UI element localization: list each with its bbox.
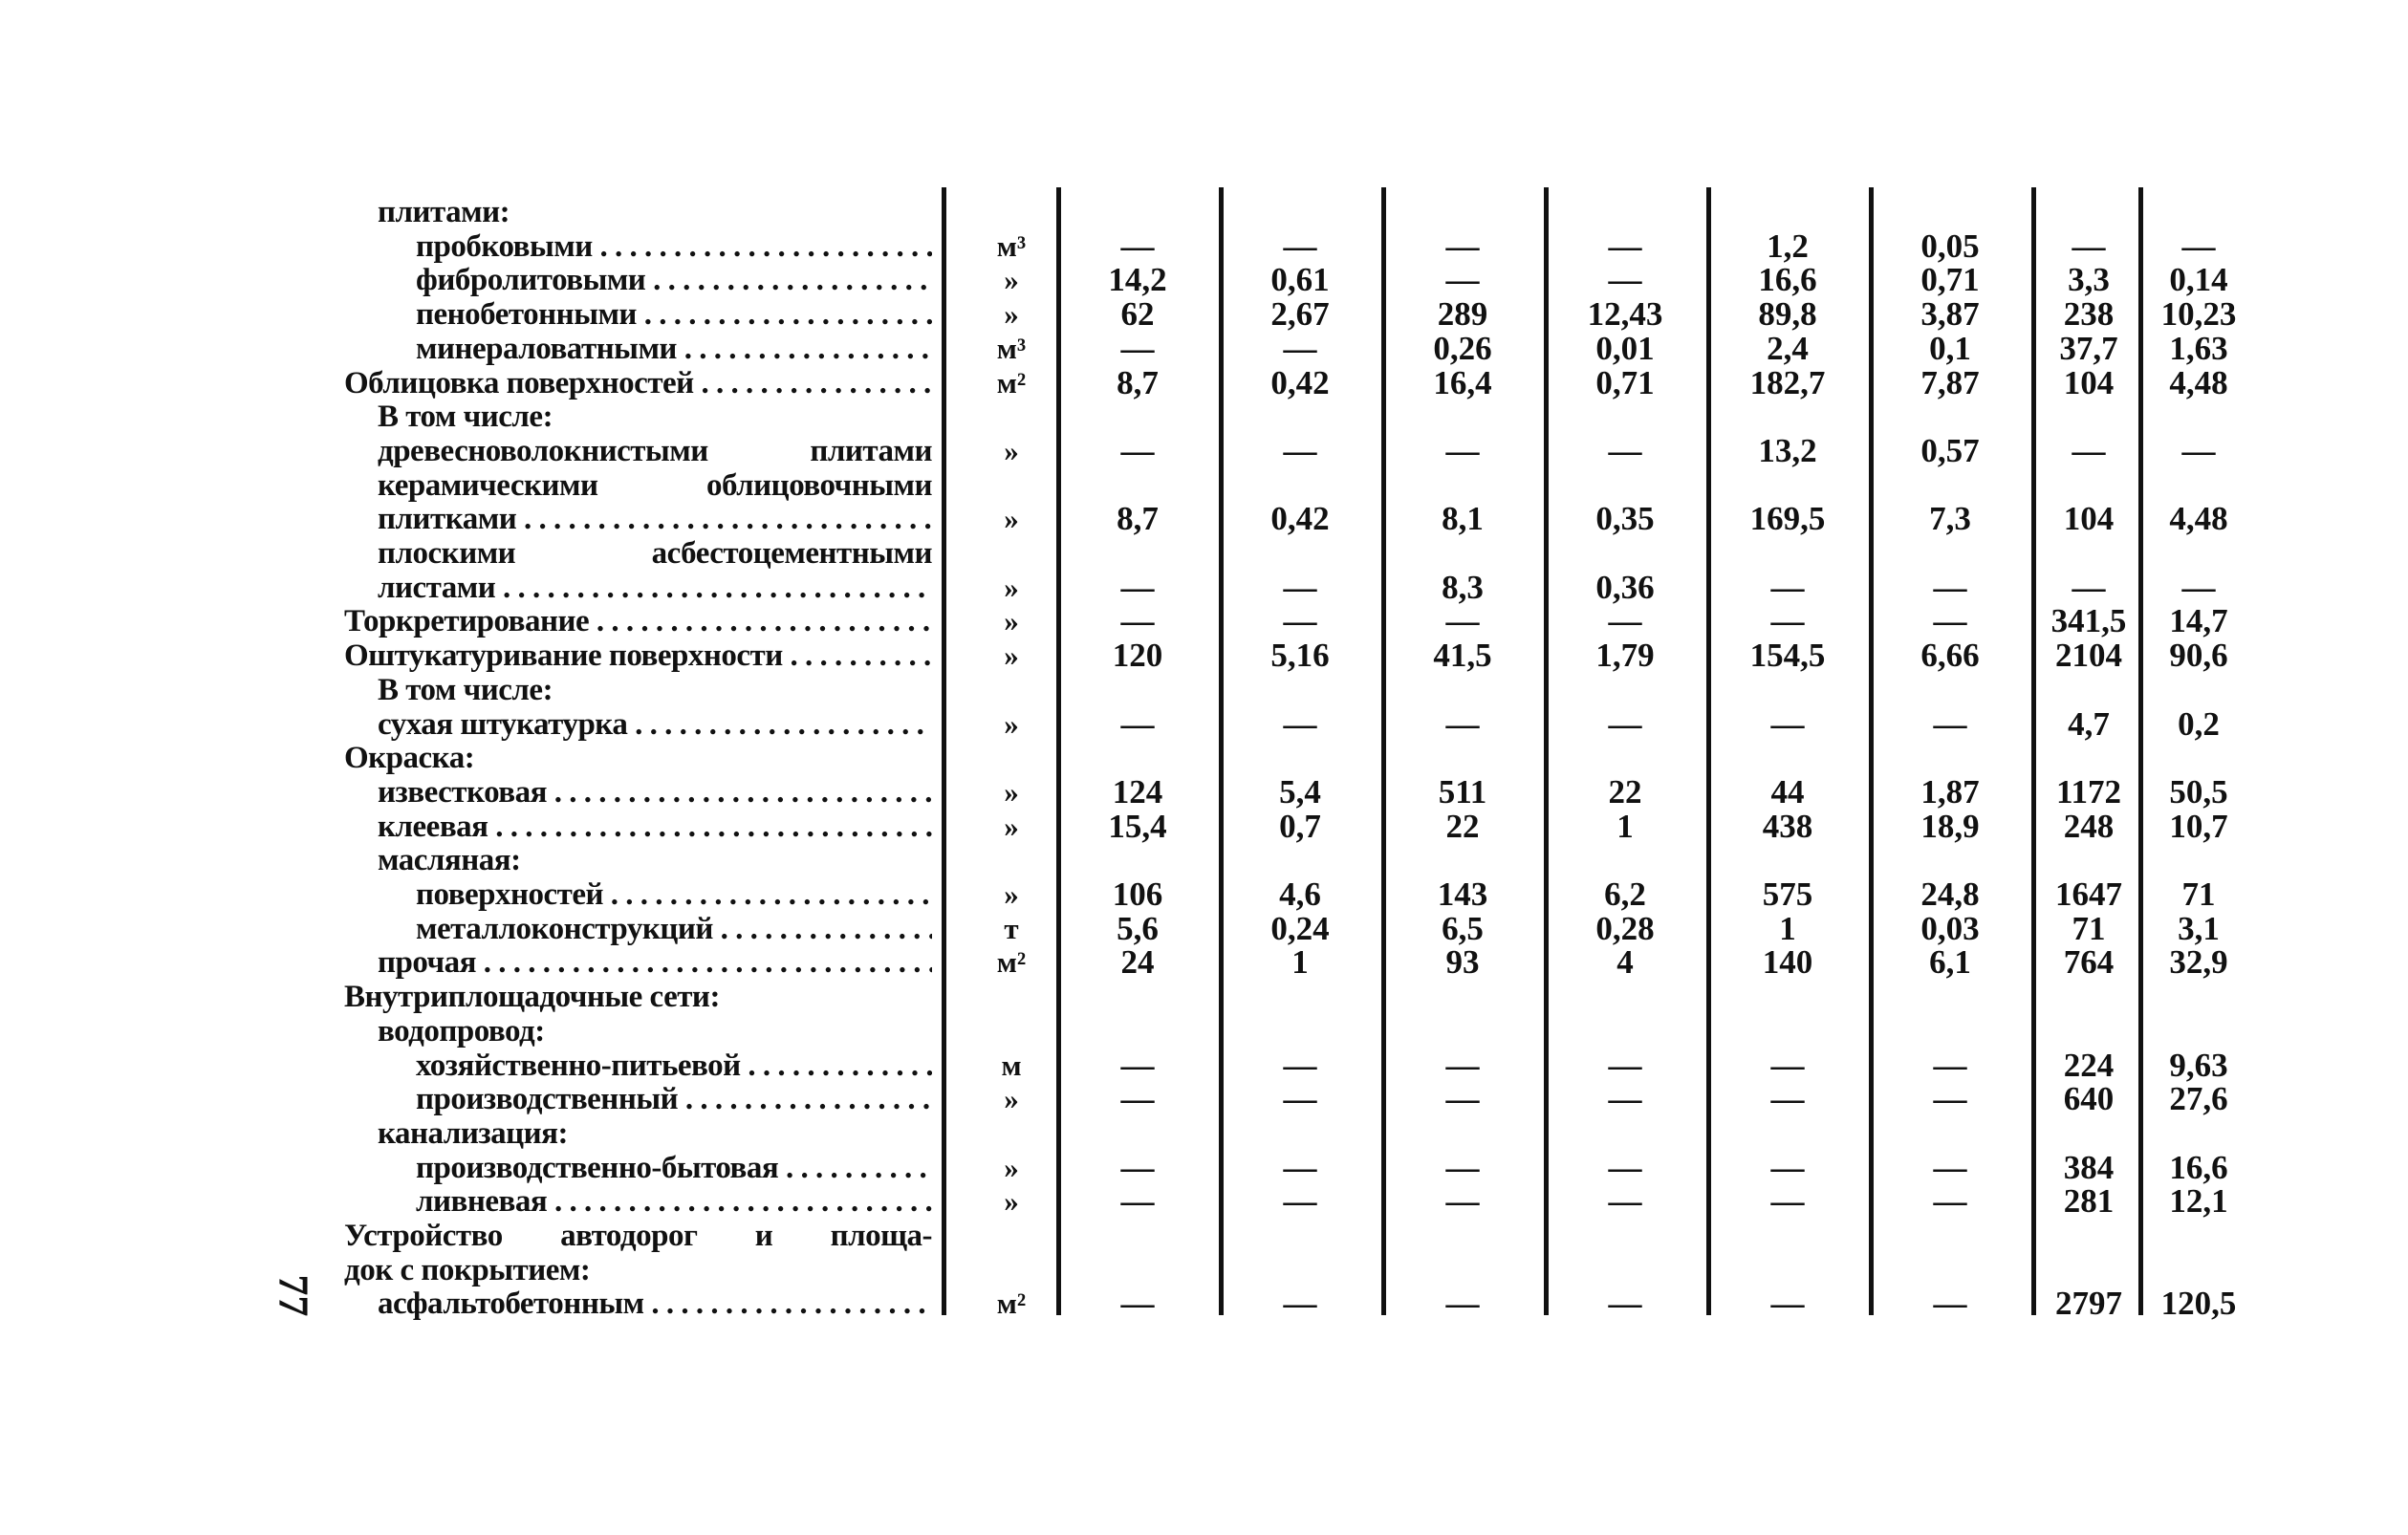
value-cell: 3,87 <box>1920 295 1980 334</box>
row-label: канализация: <box>378 1115 568 1151</box>
value-cell: — <box>1608 1182 1642 1221</box>
row-label-word: облицовочными <box>705 467 932 503</box>
row-label-word: площа- <box>830 1219 932 1253</box>
row-label-word: керамическими <box>378 467 598 503</box>
value-cell: 0,03 <box>1920 909 1980 947</box>
value-cell: 1172 <box>2055 772 2122 811</box>
row-label-word: древесноволокнистыми <box>378 433 708 468</box>
row-label: листами . . . <box>378 571 932 605</box>
value-cell: 10,23 <box>2160 295 2237 334</box>
table-row <box>344 1014 2275 1049</box>
value-cell: 5,16 <box>1270 637 1330 675</box>
value-cell: — <box>1120 568 1155 606</box>
value-cell: — <box>1933 1285 1967 1323</box>
value-cell: 3,1 <box>2178 909 2220 947</box>
table-row <box>344 807 2275 845</box>
value-cell: 106 <box>1112 876 1163 913</box>
value-cell: — <box>1608 431 1642 469</box>
value-cell: 281 <box>2063 1182 2115 1221</box>
value-cell: 16,6 <box>1758 261 1817 299</box>
table-row <box>344 536 2275 571</box>
value-cell: — <box>2181 431 2216 469</box>
unit-cell: м <box>1001 1048 1022 1082</box>
value-cell: — <box>1283 1285 1317 1323</box>
row-label: Оштукатуривание поверхности . . . <box>344 638 932 673</box>
value-cell: 224 <box>2063 1046 2115 1084</box>
value-cell: — <box>1445 704 1480 743</box>
value-cell: — <box>1770 1148 1805 1186</box>
value-cell: 8,1 <box>1442 500 1484 538</box>
value-cell: 1647 <box>2055 876 2122 913</box>
table-row <box>344 502 2275 536</box>
value-cell: — <box>1608 704 1642 743</box>
value-cell: 0,14 <box>2169 261 2228 299</box>
value-cell: 0,71 <box>1595 363 1655 401</box>
value-cell: 1 <box>1779 909 1796 947</box>
unit-cell: » <box>1004 604 1019 638</box>
table-row <box>344 1116 2275 1151</box>
row-label: Внутриплощадочные сети: <box>344 980 720 1015</box>
value-cell: — <box>2181 568 2216 606</box>
unit-cell: м³ <box>996 228 1027 263</box>
value-cell: — <box>1933 602 1967 640</box>
row-label: В том числе: <box>378 400 553 435</box>
table-row <box>344 1286 2275 1321</box>
table-row <box>344 1219 2275 1253</box>
row-label: производственно-бытовая . . . <box>416 1151 932 1185</box>
value-cell: — <box>1445 1046 1480 1084</box>
value-cell: — <box>1933 1148 1967 1186</box>
value-cell: — <box>1283 1182 1317 1221</box>
value-cell: — <box>1283 227 1317 265</box>
value-cell: — <box>1283 1080 1317 1118</box>
value-cell: — <box>1770 1182 1805 1221</box>
value-cell: — <box>1120 227 1155 265</box>
value-cell: — <box>1120 1148 1155 1186</box>
value-cell: — <box>1120 1080 1155 1118</box>
value-cell: 4,48 <box>2169 363 2228 401</box>
table-row <box>344 704 2275 743</box>
value-cell: 5,6 <box>1117 909 1159 947</box>
value-cell: — <box>1445 1285 1480 1323</box>
row-label: Торкретирование . . . <box>344 604 932 638</box>
table-row <box>344 1253 2275 1287</box>
value-cell: — <box>1933 1182 1967 1221</box>
value-cell: 143 <box>1437 876 1488 913</box>
row-label-word: плоскими <box>378 536 516 571</box>
value-cell: — <box>1770 704 1805 743</box>
value-cell: 0,24 <box>1270 909 1330 947</box>
table-row <box>344 400 2275 434</box>
value-cell: 62 <box>1120 295 1155 334</box>
value-cell: 1 <box>1291 943 1309 982</box>
value-cell: 4 <box>1616 943 1634 982</box>
value-cell: — <box>1120 431 1155 469</box>
row-label: ливневая . . . <box>416 1184 932 1219</box>
table-row <box>344 195 2275 229</box>
value-cell: 764 <box>2063 943 2115 982</box>
row-label: Облицовка поверхностей . . . <box>344 366 932 400</box>
value-cell: 182,7 <box>1749 363 1826 401</box>
value-cell: 6,66 <box>1920 637 1980 675</box>
value-cell: 16,4 <box>1433 363 1492 401</box>
value-cell: 6,1 <box>1929 943 1971 982</box>
value-cell: — <box>1120 1285 1155 1323</box>
row-label: металлоконструкций . . . <box>416 912 932 946</box>
unit-cell: » <box>1004 774 1019 809</box>
value-cell: — <box>1770 1285 1805 1323</box>
value-cell: 22 <box>1608 772 1642 811</box>
value-cell: 248 <box>2063 807 2115 845</box>
value-cell: 2,67 <box>1270 295 1330 334</box>
value-cell: 4,48 <box>2169 500 2228 538</box>
row-label: плитами: <box>378 195 510 229</box>
value-cell: 93 <box>1445 943 1480 982</box>
table-row <box>344 297 2275 332</box>
value-cell: 120 <box>1112 637 1163 675</box>
table-row <box>344 877 2275 912</box>
value-cell: — <box>1120 1046 1155 1084</box>
value-cell: — <box>1120 329 1155 367</box>
row-label: фибролитовыми . . . <box>416 263 932 297</box>
value-cell: — <box>1608 1046 1642 1084</box>
value-cell: — <box>1608 602 1642 640</box>
table-row <box>344 1148 2275 1186</box>
value-cell: 0,01 <box>1595 329 1655 367</box>
value-cell: 27,6 <box>2169 1080 2228 1118</box>
row-label: сухая штукатурка . . . <box>378 707 932 742</box>
unit-cell: » <box>1004 1184 1019 1219</box>
table-row <box>344 604 2275 638</box>
value-cell: — <box>2072 431 2106 469</box>
value-cell: 104 <box>2063 363 2115 401</box>
value-cell: — <box>1770 1080 1805 1118</box>
row-label: производственный . . . <box>416 1082 932 1116</box>
value-cell: 3,3 <box>2068 261 2110 299</box>
row-label: поверхностей . . . <box>416 877 932 912</box>
value-cell: — <box>1933 1046 1967 1084</box>
value-cell: — <box>1445 1182 1480 1221</box>
value-cell: 169,5 <box>1749 500 1826 538</box>
value-cell: 15,4 <box>1108 807 1167 845</box>
value-cell: 0,42 <box>1270 500 1330 538</box>
table-row <box>344 431 2275 469</box>
value-cell: — <box>1608 1285 1642 1323</box>
value-cell: 2,4 <box>1767 329 1809 367</box>
value-cell: 12,1 <box>2169 1182 2228 1221</box>
unit-cell: » <box>1004 638 1019 673</box>
row-label: В том числе: <box>378 672 553 707</box>
value-cell: — <box>1445 261 1480 299</box>
table-row <box>344 741 2275 775</box>
value-cell: 14,2 <box>1108 261 1167 299</box>
row-label: масляная: <box>378 843 521 878</box>
unit-cell: » <box>1004 570 1019 604</box>
value-cell: — <box>1120 1182 1155 1221</box>
row-label: плитками . . . <box>378 502 932 536</box>
unit-cell: » <box>1004 809 1019 843</box>
row-label: пробковыми . . . <box>416 229 932 264</box>
unit-cell: м² <box>996 1286 1027 1321</box>
row-label: водопровод: <box>378 1013 545 1049</box>
unit-cell: » <box>1004 263 1019 297</box>
value-cell: — <box>1283 1046 1317 1084</box>
unit-cell: » <box>1004 877 1019 911</box>
value-cell: — <box>1445 1148 1480 1186</box>
value-cell: 12,43 <box>1587 295 1663 334</box>
row-label <box>378 434 932 468</box>
table-row <box>344 772 2275 811</box>
value-cell: — <box>1770 602 1805 640</box>
value-cell: 2797 <box>2055 1285 2122 1323</box>
value-cell: 71 <box>2181 876 2216 913</box>
value-cell: 10,7 <box>2169 807 2228 845</box>
value-cell: 384 <box>2063 1148 2115 1186</box>
value-cell: 37,7 <box>2059 329 2118 367</box>
unit-cell: » <box>1004 297 1019 332</box>
value-cell: 640 <box>2063 1080 2115 1118</box>
row-label-word: плитами <box>810 433 932 468</box>
value-cell: 14,7 <box>2169 602 2228 640</box>
value-cell: — <box>1445 227 1480 265</box>
value-cell: 7,87 <box>1920 363 1980 401</box>
value-cell: — <box>2072 568 2106 606</box>
table-row <box>344 1082 2275 1116</box>
table-row <box>344 945 2275 980</box>
value-cell: — <box>1770 568 1805 606</box>
value-cell: — <box>1283 329 1317 367</box>
table-row <box>344 329 2275 367</box>
value-cell: — <box>2072 227 2106 265</box>
table-row <box>344 673 2275 707</box>
row-label: Окраска: <box>344 741 475 776</box>
value-cell: 90,6 <box>2169 637 2228 675</box>
row-label: док с покрытием: <box>344 1252 591 1287</box>
table-row <box>344 909 2275 947</box>
row-label <box>378 468 932 503</box>
value-cell: 104 <box>2063 500 2115 538</box>
value-cell: 24 <box>1120 943 1155 982</box>
value-cell: 0,61 <box>1270 261 1330 299</box>
value-cell: 9,63 <box>2169 1046 2228 1084</box>
value-cell: 0,57 <box>1920 431 1980 469</box>
value-cell: 4,6 <box>1279 876 1321 913</box>
row-label: известковая . . . <box>378 775 932 810</box>
value-cell: — <box>1283 602 1317 640</box>
value-cell: — <box>1120 602 1155 640</box>
value-cell: 120,5 <box>2160 1285 2237 1323</box>
value-cell: — <box>1608 227 1642 265</box>
value-cell: — <box>1445 602 1480 640</box>
table-row <box>344 980 2275 1014</box>
row-label: минераловатными . . . <box>416 332 932 366</box>
table-row <box>344 263 2275 297</box>
value-cell: — <box>1770 1046 1805 1084</box>
page-number: 77 <box>270 1274 317 1317</box>
value-cell: 1,79 <box>1595 637 1655 675</box>
value-cell: — <box>1933 1080 1967 1118</box>
value-cell: 0,35 <box>1595 500 1655 538</box>
value-cell: 0,1 <box>1929 329 1971 367</box>
unit-cell: » <box>1004 502 1019 536</box>
row-label: клеевая . . . <box>378 810 932 844</box>
value-cell: — <box>1608 261 1642 299</box>
value-cell: 89,8 <box>1758 295 1817 334</box>
value-cell: — <box>1608 1080 1642 1118</box>
value-cell: 6,5 <box>1442 909 1484 947</box>
value-cell: 0,42 <box>1270 363 1330 401</box>
value-cell: 24,8 <box>1920 876 1980 913</box>
row-label <box>378 536 932 571</box>
value-cell: 16,6 <box>2169 1148 2228 1186</box>
value-cell: 1 <box>1616 807 1634 845</box>
table-row <box>344 843 2275 877</box>
value-cell: 8,3 <box>1442 568 1484 606</box>
value-cell: 238 <box>2063 295 2115 334</box>
row-label-word: и <box>754 1219 773 1253</box>
value-cell: — <box>1283 568 1317 606</box>
value-cell: 5,4 <box>1279 772 1321 811</box>
unit-cell: » <box>1004 1082 1019 1116</box>
value-cell: 438 <box>1762 807 1813 845</box>
value-cell: 13,2 <box>1758 431 1817 469</box>
value-cell: 0,36 <box>1595 568 1655 606</box>
row-label <box>344 1219 932 1253</box>
value-cell: — <box>1120 704 1155 743</box>
value-cell: 511 <box>1438 772 1487 811</box>
row-label: прочая . . . <box>378 945 932 980</box>
row-label-word: Устройство <box>344 1219 503 1253</box>
value-cell: 124 <box>1112 772 1163 811</box>
value-cell: 575 <box>1762 876 1813 913</box>
row-label: пенобетонными . . . <box>416 297 932 332</box>
value-cell: 8,7 <box>1117 363 1159 401</box>
unit-cell: » <box>1004 1150 1019 1184</box>
value-cell: 22 <box>1445 807 1480 845</box>
table-row <box>344 568 2275 606</box>
value-cell: 0,05 <box>1920 227 1980 265</box>
unit-cell: т <box>1004 911 1019 945</box>
value-cell: — <box>1445 431 1480 469</box>
value-cell: — <box>1933 704 1967 743</box>
value-cell: — <box>1283 431 1317 469</box>
table-row <box>344 638 2275 673</box>
value-cell: 0,28 <box>1595 909 1655 947</box>
value-cell: 1,2 <box>1767 227 1809 265</box>
value-cell: 1,63 <box>2169 329 2228 367</box>
row-label: асфальтобетонным . . . <box>378 1286 932 1321</box>
value-cell: 1,87 <box>1920 772 1980 811</box>
value-cell: 44 <box>1770 772 1805 811</box>
value-cell: 0,71 <box>1920 261 1980 299</box>
unit-cell: м³ <box>996 331 1027 365</box>
table-row <box>344 1184 2275 1219</box>
value-cell: 2104 <box>2055 637 2122 675</box>
value-cell: 140 <box>1762 943 1813 982</box>
table-row <box>344 468 2275 503</box>
row-label-word: асбестоцементными <box>651 536 932 571</box>
value-cell: 41,5 <box>1433 637 1492 675</box>
table-row <box>344 363 2275 401</box>
value-cell: — <box>1445 1080 1480 1118</box>
value-cell: 4,7 <box>2068 704 2110 743</box>
value-cell: 7,3 <box>1929 500 1971 538</box>
value-cell: 32,9 <box>2169 943 2228 982</box>
value-cell: 71 <box>2072 909 2106 947</box>
table-row <box>344 1046 2275 1084</box>
value-cell: 6,2 <box>1604 876 1646 913</box>
value-cell: 0,7 <box>1279 807 1321 845</box>
table-row <box>344 229 2275 264</box>
value-cell: — <box>1283 1148 1317 1186</box>
value-cell: 18,9 <box>1920 807 1980 845</box>
value-cell: 341,5 <box>2050 602 2127 640</box>
value-cell: — <box>2181 227 2216 265</box>
unit-cell: » <box>1004 433 1019 467</box>
unit-cell: м² <box>996 945 1027 980</box>
row-label: хозяйственно-питьевой . . . <box>416 1049 932 1083</box>
value-cell: — <box>1933 568 1967 606</box>
value-cell: 154,5 <box>1749 637 1826 675</box>
value-cell: 50,5 <box>2169 772 2228 811</box>
unit-cell: м² <box>996 365 1027 400</box>
value-cell: 0,26 <box>1433 329 1492 367</box>
value-cell: 0,2 <box>2178 704 2220 743</box>
row-label-word: автодорог <box>560 1219 698 1253</box>
value-cell: 8,7 <box>1117 500 1159 538</box>
unit-cell: » <box>1004 706 1019 741</box>
value-cell: — <box>1608 1148 1642 1186</box>
value-cell: — <box>1283 704 1317 743</box>
value-cell: 289 <box>1437 295 1488 334</box>
